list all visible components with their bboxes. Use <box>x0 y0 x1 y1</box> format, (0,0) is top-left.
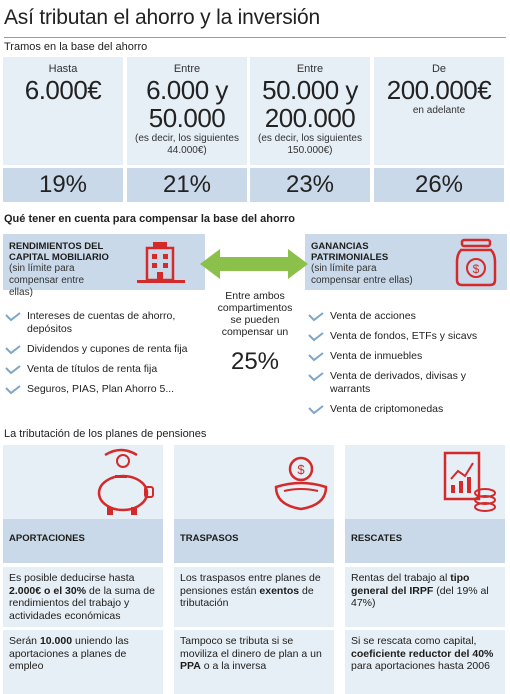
transfers-text-1a: Los traspasos entre planes de pensiones están <box>180 572 321 597</box>
bracket-rate: 26% <box>374 168 504 202</box>
bracket-2 <box>127 57 247 202</box>
contributions-text-2a: Serán <box>9 635 40 647</box>
check-icon <box>308 405 324 415</box>
withdrawals-text-1 <box>345 567 505 627</box>
pensions-label: La tributación de los planes de pensiones <box>4 428 207 440</box>
double-arrow-icon <box>200 247 308 281</box>
bracket-rate: 19% <box>3 168 123 202</box>
list-item-text: Venta de derivados, divisas y warrants <box>330 370 466 395</box>
bracket-pre: De <box>431 63 447 75</box>
bank-building-icon <box>133 238 193 288</box>
check-icon <box>5 345 21 355</box>
capital-income-subtitle: (sin límite para compensar entre ellas) <box>9 263 85 298</box>
contributions-text-2b: 10.000 <box>39 635 73 647</box>
transfers-text-2 <box>174 630 334 694</box>
bracket-amount: 50.000 y <box>262 75 358 105</box>
check-icon <box>308 332 324 342</box>
bracket-pre: Hasta <box>48 63 78 75</box>
contributions-column <box>3 445 163 694</box>
contributions-image-area <box>3 445 163 519</box>
svg-text:$: $ <box>472 262 480 276</box>
capital-gains-subtitle: (sin límite para compensar entre ellas) <box>311 263 413 286</box>
list-item <box>5 310 203 336</box>
compensation-text: Entre ambos compartimentos se pueden compensar un <box>217 290 293 338</box>
capital-income-title: RENDIMIENTOS DEL CAPITAL MOBILIARIO <box>9 241 109 263</box>
list-item-text: Venta de inmuebles <box>330 350 423 362</box>
list-item-text: Venta de acciones <box>330 310 416 322</box>
bracket-1 <box>3 57 123 202</box>
contributions-text-1b: 2.000€ o el 30% <box>9 584 87 597</box>
contributions-text-1 <box>3 567 163 627</box>
withdrawals-text-2 <box>345 630 505 694</box>
bracket-amount: 200.000€ <box>386 75 492 105</box>
withdrawals-heading: RESCATES <box>345 519 505 563</box>
bracket-rate: 23% <box>250 168 370 202</box>
transfers-text-1c: de tributación <box>180 584 314 609</box>
list-item-text: Dividendos y cupones de renta fija <box>27 343 188 355</box>
transfers-text-2a: Tampoco se tributa si se moviliza el dinero de plan a un <box>180 635 322 660</box>
withdrawals-text-1a: Rentas del trabajo al <box>351 572 451 584</box>
compensate-label: Qué tener en cuenta para compensar la base del ahorro <box>4 213 295 225</box>
bracket-amount: 6.000€ <box>24 75 102 105</box>
svg-text:$: $ <box>297 462 305 477</box>
bracket-amount-2: 200.000 <box>264 103 356 133</box>
transfers-text-2b: PPA <box>180 660 201 672</box>
list-item <box>308 310 506 323</box>
withdrawals-text-2b: coeficiente reductor del 40% <box>351 647 494 660</box>
list-item-text: Venta de fondos, ETFs y sicavs <box>330 330 478 342</box>
contributions-text-1c: de la suma de rendimientos del trabajo y actividades económicas <box>9 584 155 622</box>
contributions-text-2c: uniendo las aportaciones a planes de empleo <box>9 635 129 672</box>
transfers-image-area <box>174 445 334 519</box>
transfers-heading: TRASPASOS <box>174 519 334 563</box>
report-coins-icon <box>441 449 501 515</box>
withdrawals-text-2c: para aportaciones hasta 2006 <box>351 660 490 672</box>
bracket-pre: Entre <box>173 63 201 75</box>
contributions-text-2 <box>3 630 163 694</box>
compensation-percent: 25% <box>230 348 280 375</box>
bracket-note: en adelante <box>412 105 466 116</box>
title-divider <box>4 37 506 38</box>
coins-bowl-icon <box>272 451 330 515</box>
capital-gains-box <box>305 234 507 290</box>
transfers-text-2c: o a la inversa <box>200 660 267 672</box>
check-icon <box>5 312 21 322</box>
bracket-rate: 21% <box>127 168 247 202</box>
check-icon <box>5 365 21 375</box>
brackets-label: Tramos en la base del ahorro <box>4 41 148 53</box>
check-icon <box>308 312 324 322</box>
list-item-text: Venta de títulos de renta fija <box>27 363 158 375</box>
withdrawals-text-2a: Si se rescata como capital, <box>351 635 477 647</box>
bracket-3 <box>250 57 370 202</box>
bracket-amount-2: 50.000 <box>148 103 226 133</box>
list-item <box>5 343 203 356</box>
check-icon <box>308 352 324 362</box>
piggy-bank-icon <box>91 447 157 517</box>
bracket-note: (es decir, los siguientes 150.000€) <box>258 133 362 156</box>
capital-income-box <box>3 234 205 298</box>
contributions-text-1a: Es posible deducirse hasta <box>9 572 135 584</box>
withdrawals-column <box>345 445 505 694</box>
bracket-4 <box>374 57 504 202</box>
list-item-text: Seguros, PIAS, Plan Ahorro 5... <box>27 383 175 395</box>
check-icon <box>5 385 21 395</box>
bracket-pre: Entre <box>296 63 324 75</box>
contributions-heading: APORTACIONES <box>3 519 163 563</box>
bracket-amount: 6.000 y <box>146 75 228 105</box>
transfers-text-1b: exentos <box>259 584 300 597</box>
withdrawals-image-area <box>345 445 505 519</box>
list-item <box>308 370 506 396</box>
list-item <box>308 350 506 363</box>
check-icon <box>308 372 324 382</box>
list-item <box>308 330 506 343</box>
capital-income-list <box>5 310 203 403</box>
withdrawals-text-1b: tipo general del IRPF <box>351 572 470 597</box>
list-item <box>5 363 203 376</box>
list-item <box>5 383 203 396</box>
page-title: Así tributan el ahorro y la inversión <box>4 6 320 29</box>
bracket-note: (es decir, los siguientes 44.000€) <box>135 133 239 156</box>
withdrawals-text-1c: (del 19% al 47%) <box>351 584 489 609</box>
capital-gains-list <box>308 310 506 423</box>
money-jar-icon <box>453 236 499 288</box>
capital-gains-title: GANANCIAS PATRIMONIALES <box>311 241 389 263</box>
list-item-text: Venta de criptomonedas <box>330 403 444 415</box>
transfers-column <box>174 445 334 694</box>
list-item <box>308 403 506 416</box>
transfers-text-1 <box>174 567 334 627</box>
list-item-text: Intereses de cuentas de ahorro, depósitos <box>27 310 176 335</box>
